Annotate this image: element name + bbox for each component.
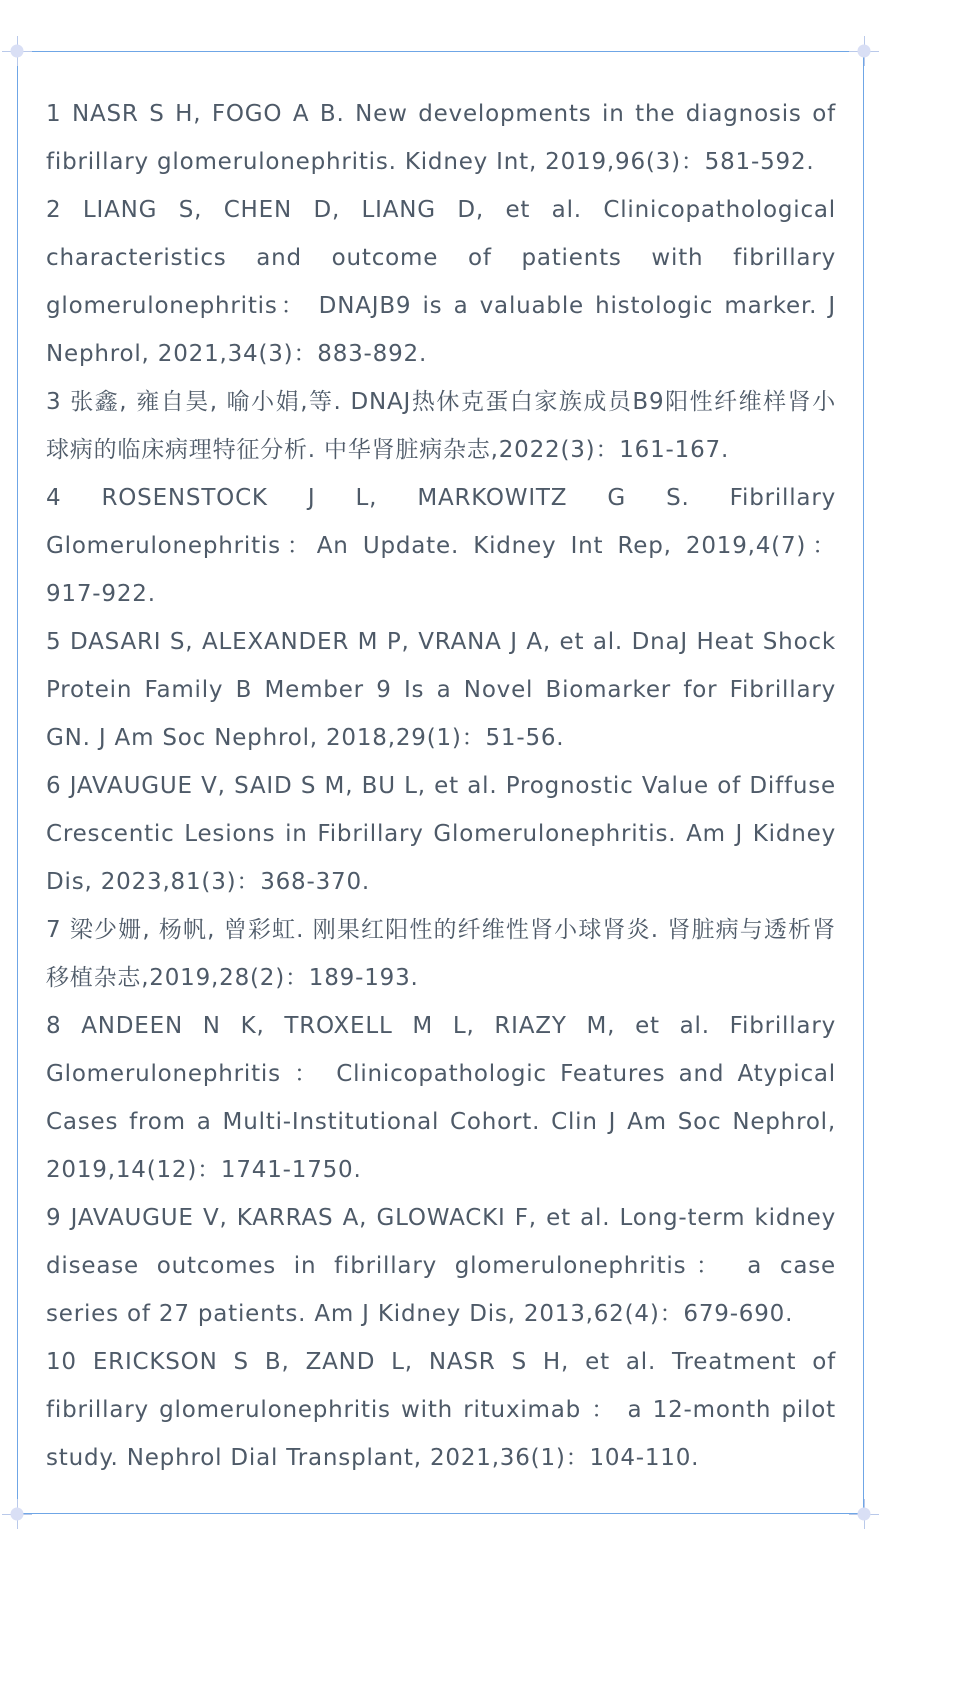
reference-item: 8 ANDEEN N K, TROXELL M L, RIAZY M, et al. Fibrillary Glomerulonephritis ： Clinicopathologic Features and Atypical Cases from a Multi-Institutional Cohort. Clin J Am Soc Nephrol, 2019,14(12)：1741-1750. bbox=[46, 1013, 836, 1183]
corner-dot-top-left bbox=[11, 45, 24, 58]
reference-item: 6 JAVAUGUE V, SAID S M, BU L, et al. Prognostic Value of Diffuse Crescentic Lesions in Fibrillary Glomerulonephritis. Am J Kidney Dis, 2023,81(3)：368-370. bbox=[46, 773, 836, 895]
reference-item: 2 LIANG S, CHEN D, LIANG D, et al. Clinicopathological characteristics and outcome of patients with fibrillary glomerulonephritis： DNAJB9 is a valuable histologic marker. J Nephrol, 2021,34(3)：883-892. bbox=[46, 197, 836, 367]
reference-item: 7 梁少姗, 杨帆, 曾彩虹. 刚果红阳性的纤维性肾小球肾炎. 肾脏病与透析肾移植杂志,2019,28(2)：189-193. bbox=[46, 917, 836, 991]
reference-item: 5 DASARI S, ALEXANDER M P, VRANA J A, et al. DnaJ Heat Shock Protein Family B Member 9 Is a Novel Biomarker for Fibrillary GN. J Am Soc Nephrol, 2018,29(1)：51-56. bbox=[46, 629, 836, 751]
corner-dot-top-right bbox=[858, 45, 871, 58]
reference-item: 1 NASR S H, FOGO A B. New developments in the diagnosis of fibrillary glomerulonephritis. Kidney Int, 2019,96(3)：581-592. bbox=[46, 101, 836, 175]
corner-dot-bottom-right bbox=[858, 1508, 871, 1521]
corner-dot-bottom-left bbox=[11, 1508, 24, 1521]
reference-item: 4 ROSENSTOCK J L, MARKOWITZ G S. Fibrillary Glomerulonephritis：An Update. Kidney Int Rep, 2019,4(7)：917-922. bbox=[46, 485, 836, 607]
reference-list bbox=[46, 90, 836, 1482]
reference-item: 3 张鑫, 雍自昊, 喻小娟,等. DNAJ热休克蛋白家族成员B9阳性纤维样肾小球病的临床病理特征分析. 中华肾脏病杂志,2022(3)：161-167. bbox=[46, 389, 836, 463]
reference-item: 10 ERICKSON S B, ZAND L, NASR S H, et al. Treatment of fibrillary glomerulonephritis with rituximab ： a 12-month pilot study. Nephrol Dial Transplant, 2021,36(1)：104-110. bbox=[46, 1349, 836, 1471]
reference-item: 9 JAVAUGUE V, KARRAS A, GLOWACKI F, et al. Long-term kidney disease outcomes in fibrillary glomerulonephritis： a case series of 27 patients. Am J Kidney Dis, 2013,62(4)：679-690. bbox=[46, 1205, 836, 1327]
